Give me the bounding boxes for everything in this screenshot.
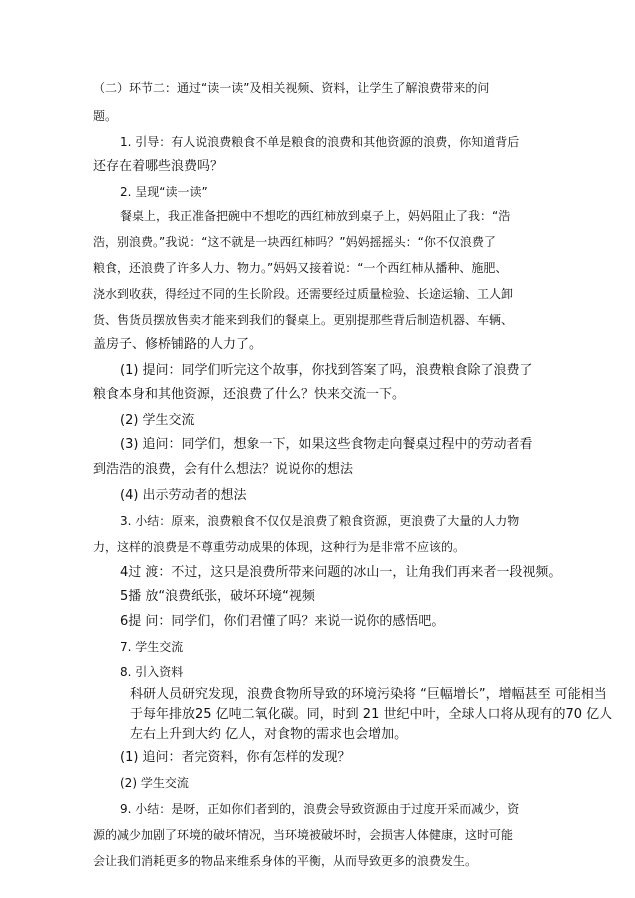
text-line: 粮食本身和其他资源，还浪费了什么？快来交流一下。 — [93, 387, 406, 402]
text-line: 会让我们消耗更多的物品来维系身体的平衡，从而导致更多的浪费发生。 — [93, 854, 478, 868]
section-heading: （二）环节二：通过“读一读”及相关视频、资料，让学生了解浪费带来的问 — [93, 81, 490, 95]
text-line: 浇水到收获，得经过不同的生长阶段。还需要经过质量检验、长途运输、工人卸 — [93, 287, 514, 301]
text-line: 6提 问：同学们，你们君懂了吗？来说一说你的感悟吧。 — [120, 614, 445, 629]
text-line: 9. 小结：是呀，正如你们者到的，浪费会导致资源由于过度开采而减少，资 — [120, 802, 520, 816]
text-line: 浩，别浪费。”我说：“这不就是一块西红柿吗？”妈妈摇摇头：“你不仅浪费了 — [93, 235, 496, 249]
text-line: 力，这样的浪费是不尊重劳动成果的体现，这种行为是非常不应该的。 — [93, 540, 466, 554]
text-line: (1) 追问：者完资料，你有怎样的发现？ — [120, 750, 351, 765]
text-line: 8. 引入资料 — [120, 665, 184, 679]
text-line: 还存在着哪些浪费吗？ — [93, 159, 224, 174]
text-line: (3) 追问：同学们，想象一下，如果这些食物走向餐桌过程中的劳动者看 — [120, 437, 533, 452]
text-line: 左右上升到大约 亿人，对食物的需求也会增加。 — [130, 727, 408, 742]
text-line: 货、售货员摆放售卖才能来到我们的餐桌上。更别提那些背后制造机器、车辆、 — [93, 313, 514, 327]
text-line: (1) 提问：同学们听完这个故事，你找到答案了吗，浪费粮食除了浪费了 — [120, 363, 533, 378]
text-line: 粮食，还浪费了许多人力、物力。”妈妈又接着说：“一个西红柿从播种、施肥、 — [93, 261, 508, 275]
text-line: 于每年排放25 亿吨二氧化碳。同，时到 21 世纪中叶，全球人口将从现有的70 亿人 — [130, 707, 613, 722]
text-line: 5播 放“浪费纸张，破坏环境“视频 — [120, 589, 315, 604]
text-line: 题。 — [93, 109, 118, 123]
text-line: 到浩浩的浪费，会有什么想法？说说你的想法 — [93, 462, 354, 477]
text-line: 科研人员研究发现，浪费食物所导致的环境污染将 “巨幅增长”，增幅甚至 可能相当 — [130, 687, 607, 702]
text-line: 盖房子、修桥铺路的人力了。 — [93, 337, 263, 352]
text-line: 3. 小结：原来，浪费粮食不仅仅是浪费了粮食资源，更浪费了大量的人力物 — [120, 514, 520, 528]
text-line: 1. 引导：有人说浪费粮食不单是粮食的浪费和其他资源的浪费，你知道背后 — [120, 135, 520, 149]
text-line: 7. 学生交流 — [120, 640, 184, 654]
text-line: 4过 渡：不过，这只是浪费所带来问题的冰山一，让角我们再来者一段视频。 — [120, 565, 562, 580]
text-line: (4) 出示劳动者的想法 — [120, 488, 247, 503]
text-line: 2. 呈现“读一读” — [120, 185, 208, 199]
text-line: 餐桌上，我正准备把碗中不想吃的西红柿放到桌子上，妈妈阻止了我：“浩 — [120, 209, 511, 223]
text-line: (2) 学生交流 — [120, 413, 195, 428]
text-line: 源的减少加剧了环境的破坏情况，当环境被破坏时，会损害人体健康，这时可能 — [93, 828, 514, 842]
text-line: (2) 学生交流 — [120, 776, 189, 790]
